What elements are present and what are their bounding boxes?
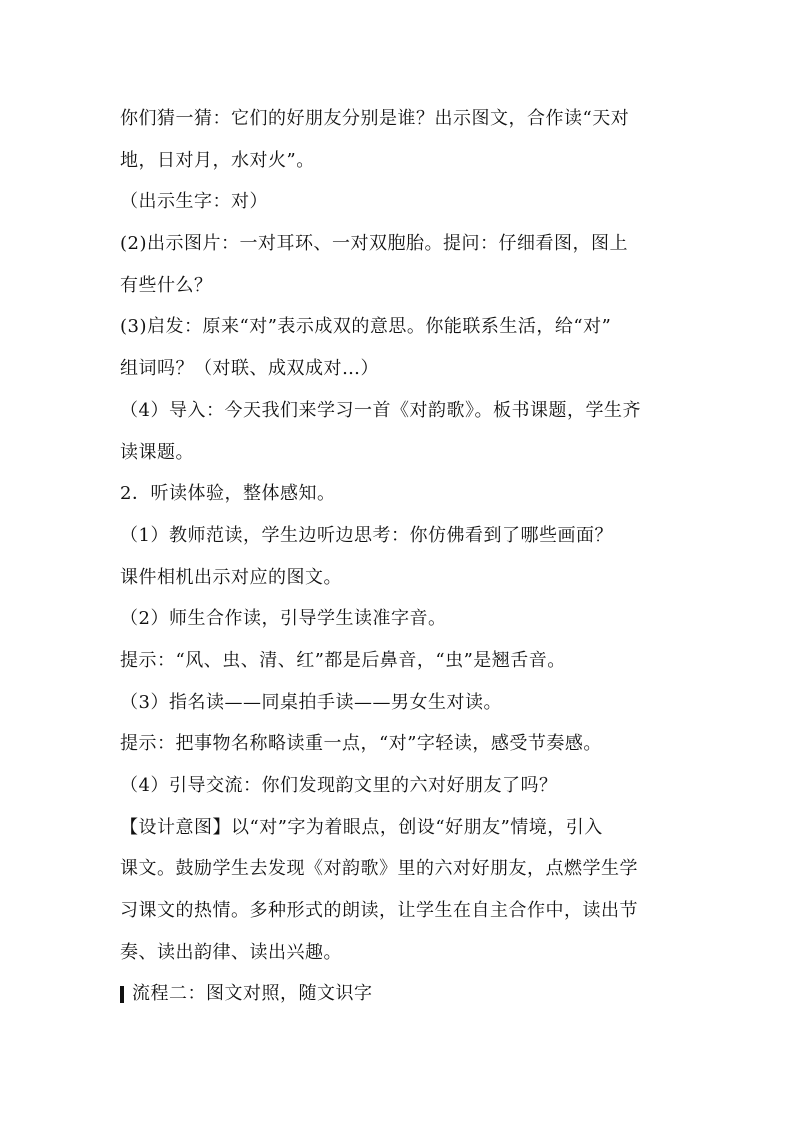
- text-line: (3)启发：原来“对”表示成双的意思。你能联系生活，给“对”: [120, 316, 612, 338]
- section-heading-text: 流程二：图文对照，随文识字: [132, 983, 373, 1005]
- text-line: 课件相机出示对应的图文。: [120, 566, 342, 588]
- text-line: 组词吗？（对联、成双成对…）: [120, 358, 379, 380]
- text-line: 地，日对月，水对火”。: [120, 149, 315, 171]
- text-line: 习课文的热情。多种形式的朗读，让学生在自主合作中，读出节: [120, 900, 638, 922]
- text-line: 【设计意图】以“对”字为着眼点，创设“好朋友”情境，引入: [120, 816, 603, 838]
- text-line: （3）指名读——同桌拍手读——男女生对读。: [120, 691, 502, 713]
- document-page: [120, 98, 680, 1015]
- text-line: 提示：“风、虫、清、红”都是后鼻音，“虫”是翘舌音。: [120, 649, 566, 671]
- text-line: 读课题。: [120, 441, 194, 463]
- text-line: （4）引导交流：你们发现韵文里的六对好朋友了吗？: [120, 775, 558, 796]
- text-line: 提示：把事物名称略读重一点，“对”字轻读，感受节奏感。: [120, 733, 602, 755]
- text-line: （4）导入：今天我们来学习一首《对韵歌》。板书课题，学生齐: [120, 399, 641, 421]
- text-line: 课文。鼓励学生去发现《对韵歌》里的六对好朋友，点燃学生学: [120, 858, 638, 880]
- text-line: 2．听读体验，整体感知。: [120, 483, 336, 505]
- text-line: 你们猜一猜：它们的好朋友分别是谁？出示图文，合作读“天对: [120, 108, 630, 129]
- section-bar-icon: [120, 986, 124, 1003]
- text-line: 有些什么？: [120, 274, 213, 296]
- text-line: 奏、读出韵律、读出兴趣。: [120, 941, 342, 963]
- text-line: （出示生字：对）: [120, 191, 268, 213]
- text-line: （2）师生合作读，引导学生读准字音。: [120, 608, 447, 630]
- text-line: (2)出示图片：一对耳环、一对双胞胎。提问：仔细看图，图上: [120, 233, 628, 255]
- section-heading: [120, 973, 680, 1015]
- text-line: （1）教师范读，学生边听边思考：你仿佛看到了哪些画面？: [120, 524, 613, 546]
